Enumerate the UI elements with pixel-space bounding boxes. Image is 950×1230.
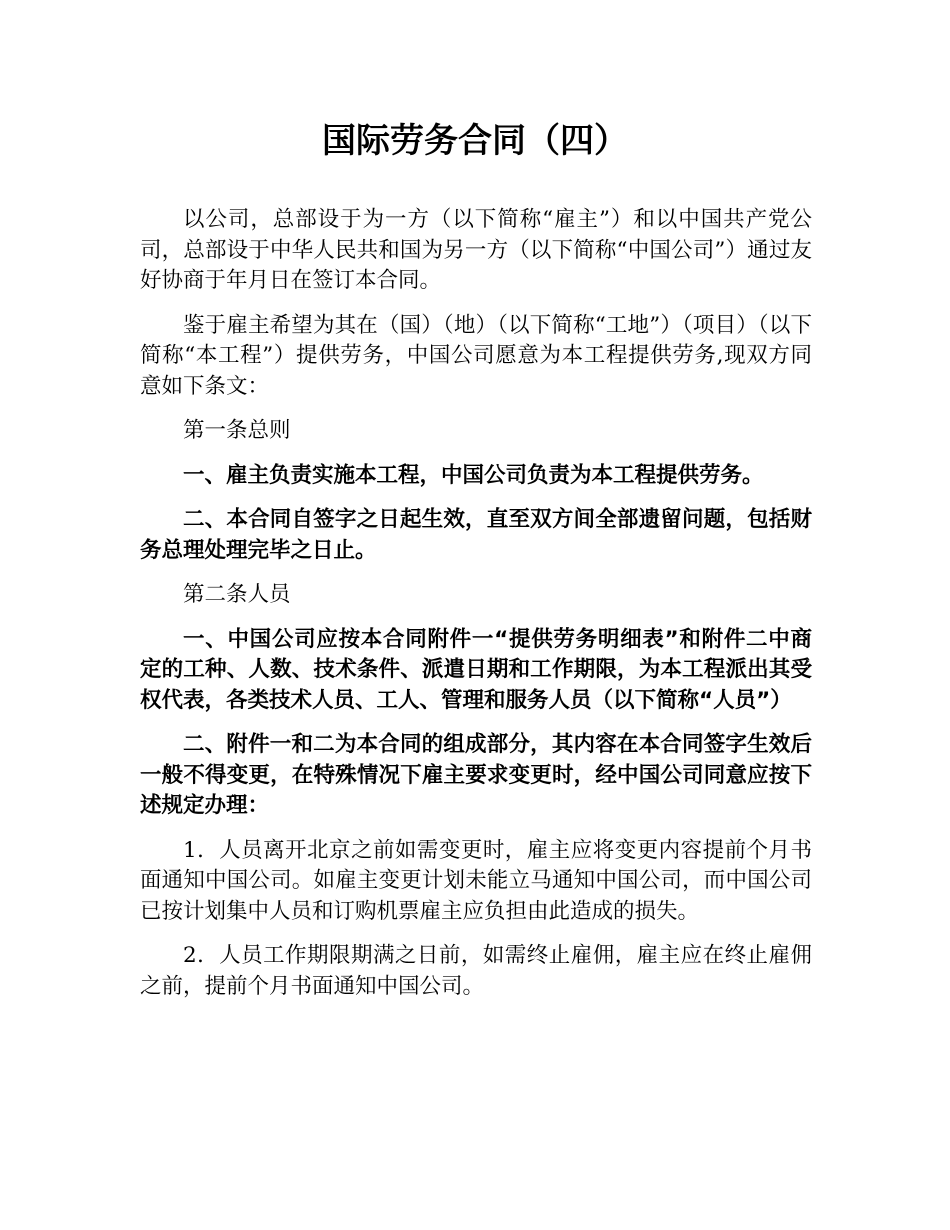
article-2-heading: 第二条人员 [183, 582, 291, 607]
article-1-clause-1: 一、雇主负责实施本工程，中国公司负责为本工程提供劳务。 [183, 462, 764, 488]
document-body [140, 205, 812, 1016]
article-2-clause-2: 二、附件一和二为本合同的组成部分，其内容在本合同签字生效后一般不得变更，在特殊情况下雇主要求变更时，经中国公司同意应按下述规定办理： [140, 732, 812, 818]
paragraph-recital: 鉴于雇主希望为其在（国）（地）（以下简称“工地”）（项目）（以下简称“本工程”）提供劳务，中国公司愿意为本工程提供劳务,现双方同意如下条文： [140, 312, 812, 399]
document-title: 国际劳务合同（四） [322, 121, 628, 161]
article-2-item-1: 1．人员离开北京之前如需变更时，雇主应将变更内容提前个月书面通知中国公司。如雇主变更计划未能立马通知中国公司，而中国公司已按计划集中人员和订购机票雇主应负担由此造成的损失。 [140, 837, 812, 924]
article-1-clause-2: 二、本合同自签字之日起生效，直至双方间全部遗留问题，包括财务总理处理完毕之日止。 [140, 507, 812, 563]
paragraph-parties: 以公司，总部设于为一方（以下简称“雇主”）和以中国共产党公司，总部设于中华人民共和国为另一方（以下简称“中国公司”）通过友好协商于年月日在签订本合同。 [140, 207, 812, 293]
article-1-heading: 第一条总则 [183, 418, 291, 443]
article-2-clause-1: 一、中国公司应按本合同附件一“提供劳务明细表”和附件二中商定的工种、人数、技术条件、派遣日期和工作期限，为本工程派出其受权代表，各类技术人员、工人、管理和服务人员（以下简称“人员”） [140, 626, 812, 713]
article-2-item-2: 2．人员工作期限期满之日前，如需终止雇佣，雇主应在终止雇佣之前，提前个月书面通知中国公司。 [140, 943, 812, 999]
